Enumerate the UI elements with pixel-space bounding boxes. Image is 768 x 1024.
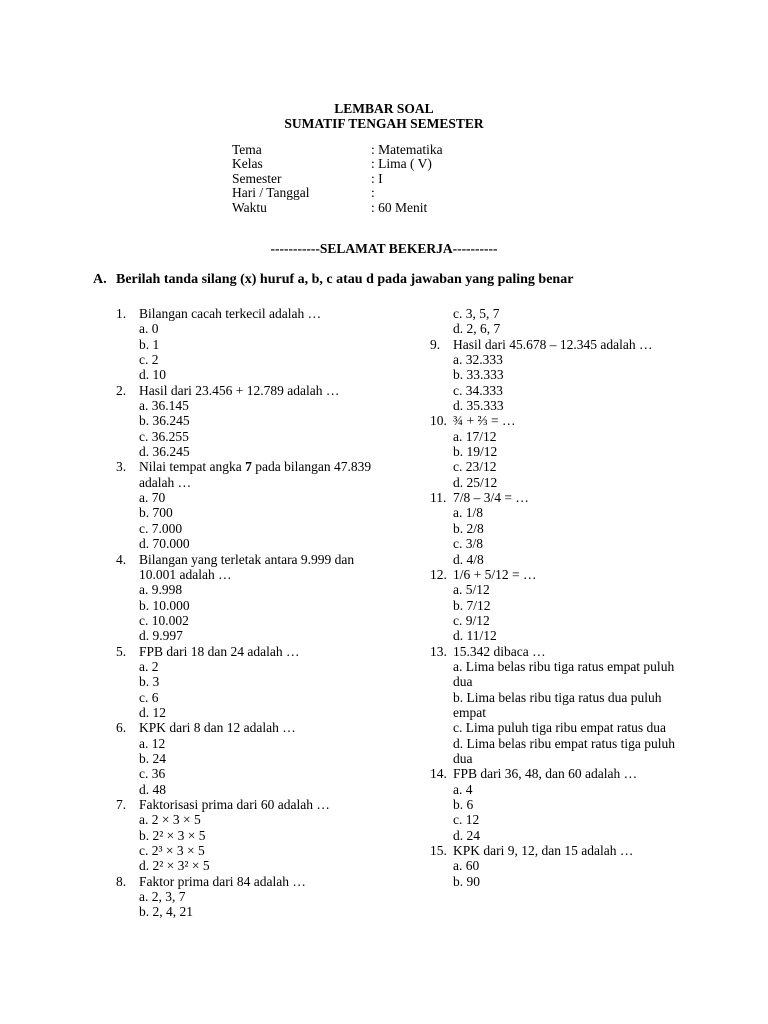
- answer-option: d. 4/8: [453, 551, 484, 567]
- answer-option: a. Lima belas ribu tiga ratus empat puluh dua: [453, 658, 675, 690]
- info-value: : 60 Menit: [371, 199, 428, 215]
- answer-option: b. 33.333: [453, 367, 504, 383]
- question-item: [430, 413, 680, 490]
- question-number: 7.: [116, 797, 127, 812]
- answer-option: a. 5/12: [453, 582, 490, 598]
- question-number: 13.: [430, 643, 447, 659]
- answer-option: b. 2² × 3 × 5: [139, 827, 206, 843]
- question-stem: [116, 644, 386, 659]
- question-number: 5.: [116, 643, 127, 659]
- question-text: ¾ + ⅔ = …: [453, 413, 516, 429]
- info-label: Hari / Tanggal: [232, 185, 310, 201]
- answer-option: d. 35.333: [453, 398, 504, 414]
- question-item: [116, 720, 386, 797]
- answer-option: b. 19/12: [453, 444, 498, 460]
- answer-option: c. 10.002: [139, 612, 189, 628]
- section-instruction: [93, 272, 573, 288]
- info-value: : I: [371, 170, 383, 186]
- answer-option: b. 7/12: [453, 597, 491, 613]
- info-row-waktu: [232, 201, 443, 215]
- document-title: LEMBAR SOAL: [334, 101, 434, 116]
- question-number: 11.: [430, 490, 447, 506]
- answer-option: a. 1/8: [453, 505, 483, 521]
- info-label: Semester: [232, 170, 282, 186]
- question-number: 1.: [116, 306, 127, 321]
- answer-option: c. 2: [139, 352, 159, 368]
- question-stem: [430, 766, 680, 781]
- answer-option: c. 6: [139, 689, 159, 705]
- answer-option: c. 3/8: [453, 536, 483, 552]
- question-stem: [116, 459, 386, 490]
- answer-option: c. 34.333: [453, 382, 503, 398]
- question-item: [116, 552, 386, 644]
- info-label: Tema: [232, 142, 262, 157]
- answer-option: a. 70: [139, 490, 166, 506]
- answer-option: d. 2² × 3² × 5: [139, 858, 210, 874]
- answer-option: b. 10.000: [139, 597, 190, 613]
- question-text: 15.342 dibaca …: [453, 643, 546, 659]
- question-text: FPB dari 36, 48, dan 60 adalah …: [453, 766, 638, 782]
- question-item: [116, 306, 386, 383]
- answer-option: c. 3, 5, 7: [453, 306, 500, 321]
- answer-option: d. 12: [139, 704, 166, 720]
- answer-option: d. Lima belas ribu empat ratus tiga puluh dua: [453, 735, 675, 766]
- question-item: [116, 459, 386, 551]
- question-stem: [116, 874, 386, 889]
- question-text: 1/6 + 5/12 = …: [453, 566, 537, 582]
- info-value: :: [371, 185, 375, 201]
- question-item: [430, 843, 680, 889]
- answer-option: d. 11/12: [453, 628, 497, 644]
- question-text: Faktor prima dari 84 adalah …: [139, 873, 306, 889]
- answer-option: b. 90: [453, 873, 480, 889]
- question-number: 8.: [116, 873, 127, 889]
- answer-option: c. 12: [453, 812, 480, 828]
- answer-option: a. 2: [139, 658, 159, 674]
- answer-option: d. 70.000: [139, 536, 190, 552]
- answer-option: b. Lima belas ribu tiga ratus dua puluh empat: [453, 689, 662, 720]
- answer-option: a. 2, 3, 7: [139, 889, 186, 905]
- question-number: 14.: [430, 766, 447, 782]
- question-item: [116, 383, 386, 460]
- answer-option: c. Lima puluh tiga ribu empat ratus dua: [453, 720, 666, 736]
- motto-banner: -----------SELAMAT BEKERJA----------: [270, 241, 498, 256]
- question-text: Nilai tempat angka 7 pada bilangan 47.839 adalah …: [139, 459, 372, 490]
- answer-option: d. 9.997: [139, 628, 183, 644]
- question-stem: [430, 490, 680, 505]
- info-label: Waktu: [232, 199, 267, 215]
- question-stem: [116, 552, 386, 583]
- question-stem: [430, 644, 680, 659]
- question-stem: [116, 383, 386, 398]
- answer-option: a. 12: [139, 735, 166, 751]
- info-row-kelas: [232, 157, 443, 171]
- question-text: Bilangan cacah terkecil adalah …: [139, 306, 322, 321]
- answer-option: c. 23/12: [453, 459, 497, 475]
- question-item: [430, 337, 680, 414]
- answer-option: b. 2/8: [453, 520, 484, 536]
- question-text-emphasis: 7: [245, 459, 252, 475]
- question-stem: [116, 720, 386, 735]
- answer-option: d. 10: [139, 367, 166, 383]
- info-table: [232, 143, 443, 215]
- answer-option: a. 0: [139, 321, 159, 337]
- question-item: [430, 766, 680, 843]
- question-item: [430, 567, 680, 644]
- answer-option: c. 7.000: [139, 520, 183, 536]
- answer-option: b. 700: [139, 505, 173, 521]
- answer-option: a. 36.145: [139, 398, 189, 414]
- question-item: [430, 644, 680, 767]
- question-text: FPB dari 18 dan 24 adalah …: [139, 643, 300, 659]
- answer-option: b. 24: [139, 750, 166, 766]
- question-number: 6.: [116, 720, 127, 736]
- question-text: Bilangan yang terletak antara 9.999 dan 10.001 adalah …: [139, 551, 355, 582]
- info-value: : Lima ( V): [371, 156, 432, 172]
- question-number: 15.: [430, 843, 447, 859]
- question-column-right: [430, 306, 680, 889]
- info-label: Kelas: [232, 156, 263, 172]
- answer-option: a. 9.998: [139, 582, 183, 598]
- question-text: Hasil dari 45.678 – 12.345 adalah …: [453, 336, 653, 352]
- answer-option: a. 17/12: [453, 428, 497, 444]
- question-item: [116, 874, 386, 920]
- answer-option: d. 25/12: [453, 474, 498, 490]
- info-row-tema: [232, 143, 443, 157]
- question-stem: [430, 413, 680, 428]
- question-number: 3.: [116, 459, 127, 475]
- answer-option: d. 36.245: [139, 444, 190, 460]
- answer-option: b. 36.245: [139, 413, 190, 429]
- question-text: 7/8 – 3/4 = …: [453, 490, 529, 506]
- info-row-semester: [232, 172, 443, 186]
- question-text: Faktorisasi prima dari 60 adalah …: [139, 797, 330, 812]
- section-instruction-text: Berilah tanda silang (x) huruf a, b, c atau d pada jawaban yang paling benar: [116, 272, 574, 287]
- question-stem: [430, 337, 680, 352]
- answer-option: c. 36: [139, 766, 166, 782]
- question-stem: [430, 843, 680, 858]
- answer-option: c. 36.255: [139, 428, 189, 444]
- answer-option: d. 24: [453, 827, 480, 843]
- info-value: : Matematika: [371, 142, 443, 157]
- answer-option: a. 60: [453, 858, 480, 874]
- question-item: [430, 490, 680, 567]
- answer-option: b. 1: [139, 336, 160, 352]
- question-column-left: [116, 306, 386, 920]
- section-letter: A.: [93, 272, 107, 287]
- question-item: [116, 644, 386, 721]
- answer-option: b. 2, 4, 21: [139, 904, 193, 920]
- question-number: 4.: [116, 551, 127, 567]
- answer-option: c. 9/12: [453, 612, 490, 628]
- answer-option: a. 2 × 3 × 5: [139, 812, 201, 828]
- answer-option: a. 32.333: [453, 352, 503, 368]
- answer-option: d. 2, 6, 7: [453, 321, 501, 337]
- question-stem: [116, 306, 386, 321]
- answer-option: b. 6: [453, 797, 474, 812]
- question-text: KPK dari 8 dan 12 adalah …: [139, 720, 296, 736]
- question-text: Hasil dari 23.456 + 12.789 adalah …: [139, 382, 340, 398]
- answer-option: d. 48: [139, 781, 166, 797]
- question-number: 2.: [116, 382, 127, 398]
- question-text: KPK dari 9, 12, dan 15 adalah …: [453, 843, 634, 859]
- info-row-hari-tanggal: [232, 186, 443, 200]
- answer-option: c. 2³ × 3 × 5: [139, 843, 205, 859]
- document-subtitle: SUMATIF TENGAH SEMESTER: [284, 116, 484, 131]
- question-stem: [116, 797, 386, 812]
- question-item: [116, 797, 386, 874]
- answer-option: b. 3: [139, 674, 160, 690]
- question-stem: [430, 567, 680, 582]
- answer-option: a. 4: [453, 781, 473, 797]
- question-number: 10.: [430, 413, 447, 429]
- question-number: 12.: [430, 566, 447, 582]
- question-number: 9.: [430, 336, 441, 352]
